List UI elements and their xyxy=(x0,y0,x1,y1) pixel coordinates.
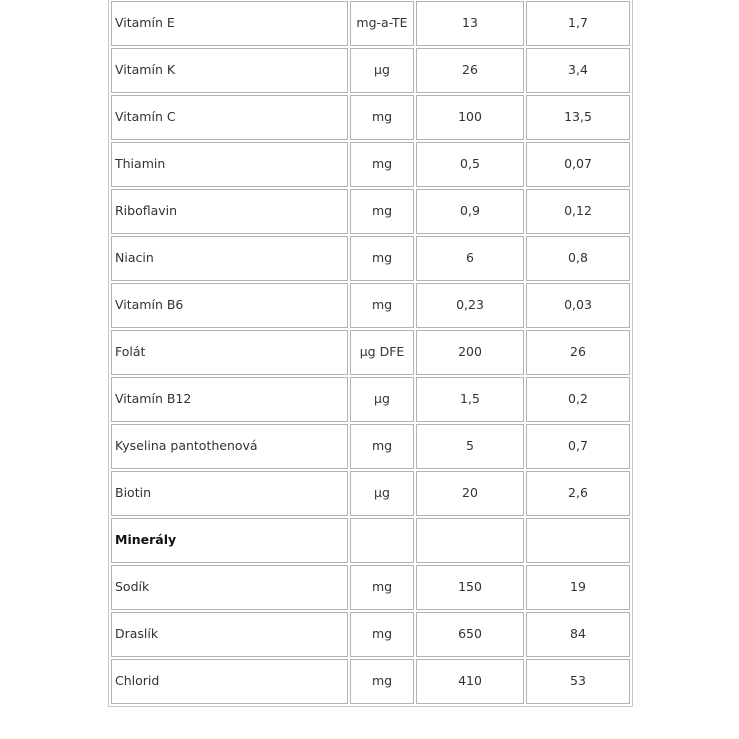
nutrition-table-container xyxy=(108,0,629,707)
value-cell: 200 xyxy=(416,330,524,375)
table-row xyxy=(111,48,630,93)
nutrient-name-cell: Chlorid xyxy=(111,659,348,704)
table-row xyxy=(111,659,630,704)
nutrient-name-cell: Draslík xyxy=(111,612,348,657)
value-cell: 0,03 xyxy=(526,283,630,328)
table-row xyxy=(111,424,630,469)
nutrient-name-cell: Vitamín B12 xyxy=(111,377,348,422)
unit-cell: µg xyxy=(350,471,414,516)
value-cell: 26 xyxy=(526,330,630,375)
value-cell: 53 xyxy=(526,659,630,704)
nutrient-name-cell: Vitamín K xyxy=(111,48,348,93)
value-cell: 13,5 xyxy=(526,95,630,140)
nutrient-name-cell: Vitamín C xyxy=(111,95,348,140)
value-cell: 0,12 xyxy=(526,189,630,234)
value-cell: 6 xyxy=(416,236,524,281)
table-row xyxy=(111,565,630,610)
value-cell xyxy=(526,518,630,563)
value-cell: 2,6 xyxy=(526,471,630,516)
unit-cell: mg xyxy=(350,95,414,140)
table-row xyxy=(111,612,630,657)
nutrient-name-cell: Folát xyxy=(111,330,348,375)
unit-cell: mg xyxy=(350,565,414,610)
unit-cell: mg xyxy=(350,236,414,281)
value-cell: 0,5 xyxy=(416,142,524,187)
section-heading-minerals: Minerály xyxy=(111,518,348,563)
unit-cell: µg xyxy=(350,48,414,93)
unit-cell: mg xyxy=(350,612,414,657)
value-cell: 13 xyxy=(416,1,524,46)
value-cell: 650 xyxy=(416,612,524,657)
value-cell: 150 xyxy=(416,565,524,610)
table-row xyxy=(111,95,630,140)
unit-cell: µg xyxy=(350,377,414,422)
nutrient-name-cell: Vitamín B6 xyxy=(111,283,348,328)
nutrient-name-cell: Niacin xyxy=(111,236,348,281)
nutrition-table xyxy=(108,0,633,707)
value-cell: 0,2 xyxy=(526,377,630,422)
value-cell: 0,07 xyxy=(526,142,630,187)
value-cell: 19 xyxy=(526,565,630,610)
table-row xyxy=(111,471,630,516)
nutrient-name-cell: Biotin xyxy=(111,471,348,516)
unit-cell: mg xyxy=(350,283,414,328)
value-cell: 5 xyxy=(416,424,524,469)
value-cell xyxy=(416,518,524,563)
table-row xyxy=(111,377,630,422)
nutrient-name-cell: Sodík xyxy=(111,565,348,610)
unit-cell: mg xyxy=(350,424,414,469)
unit-cell: mg xyxy=(350,189,414,234)
nutrient-name-cell: Vitamín E xyxy=(111,1,348,46)
unit-cell: mg-a-TE xyxy=(350,1,414,46)
value-cell: 0,23 xyxy=(416,283,524,328)
value-cell: 84 xyxy=(526,612,630,657)
value-cell: 0,7 xyxy=(526,424,630,469)
unit-cell: mg xyxy=(350,659,414,704)
table-row xyxy=(111,189,630,234)
nutrient-name-cell: Thiamin xyxy=(111,142,348,187)
value-cell: 20 xyxy=(416,471,524,516)
table-row xyxy=(111,283,630,328)
value-cell: 0,8 xyxy=(526,236,630,281)
value-cell: 1,5 xyxy=(416,377,524,422)
value-cell: 26 xyxy=(416,48,524,93)
table-row xyxy=(111,1,630,46)
value-cell: 3,4 xyxy=(526,48,630,93)
table-row xyxy=(111,142,630,187)
nutrition-table-body xyxy=(111,1,630,704)
nutrient-name-cell: Riboflavin xyxy=(111,189,348,234)
table-row xyxy=(111,330,630,375)
value-cell: 1,7 xyxy=(526,1,630,46)
section-header-row xyxy=(111,518,630,563)
table-row xyxy=(111,236,630,281)
value-cell: 0,9 xyxy=(416,189,524,234)
nutrient-name-cell: Kyselina pantothenová xyxy=(111,424,348,469)
value-cell: 410 xyxy=(416,659,524,704)
value-cell: 100 xyxy=(416,95,524,140)
unit-cell xyxy=(350,518,414,563)
unit-cell: µg DFE xyxy=(350,330,414,375)
unit-cell: mg xyxy=(350,142,414,187)
